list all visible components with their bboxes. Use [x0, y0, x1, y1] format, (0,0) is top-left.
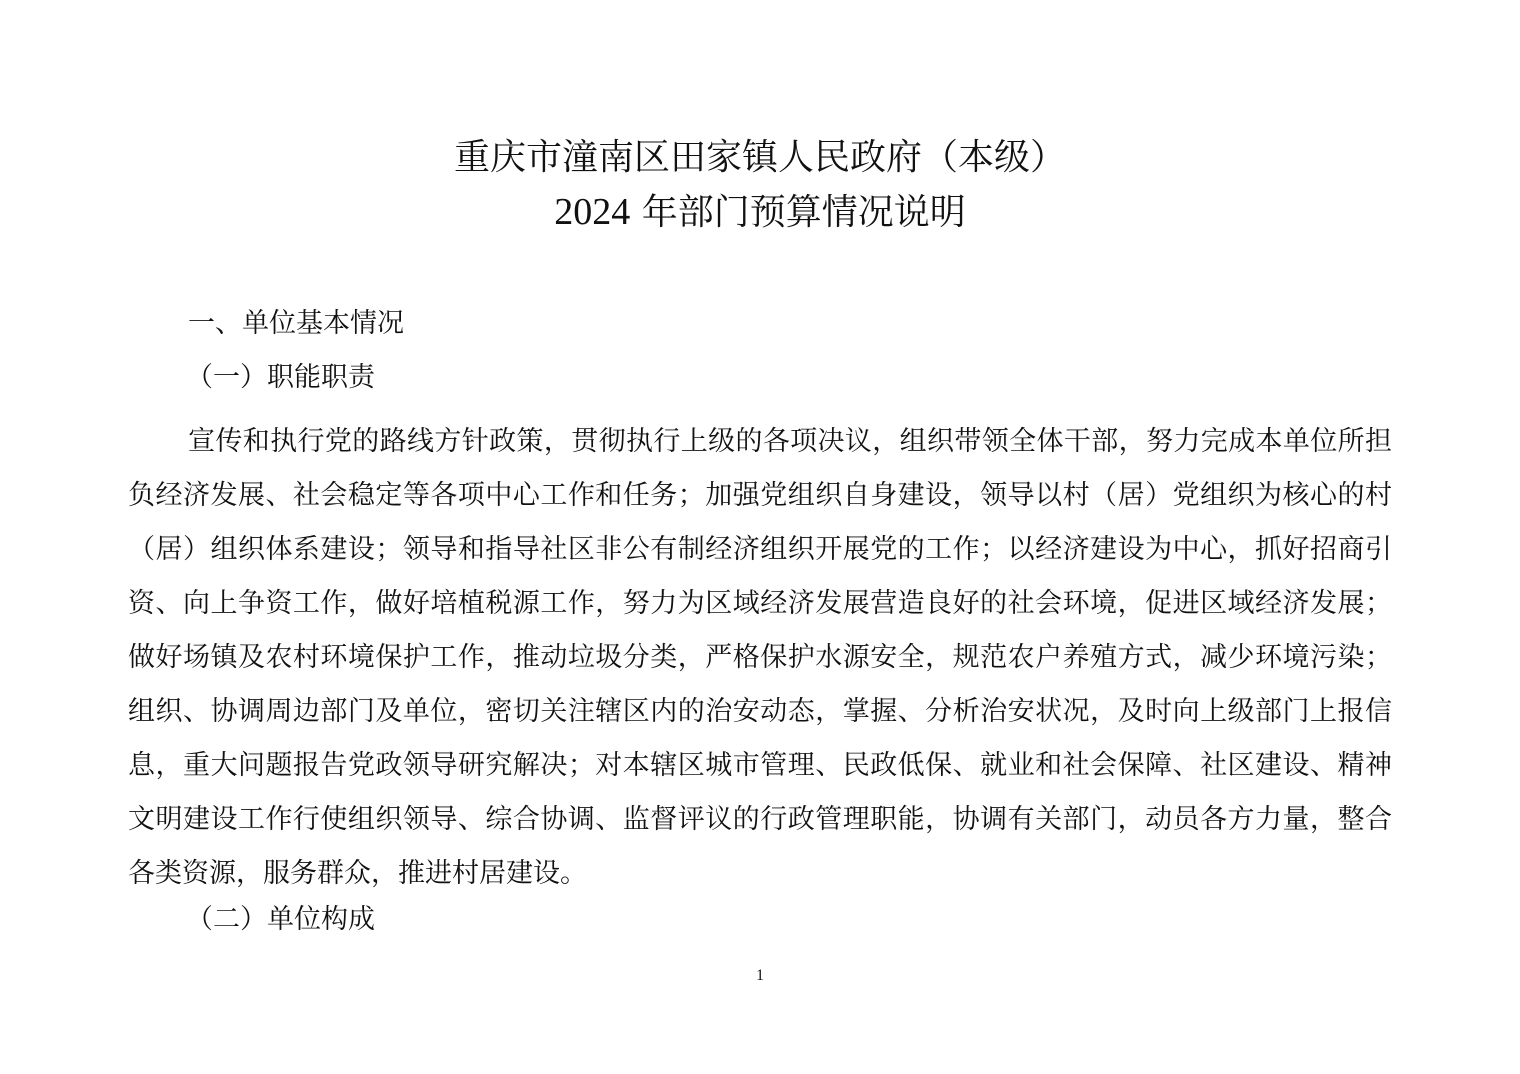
section-heading-basic-info: 一、单位基本情况: [188, 308, 404, 339]
subsection-heading-composition: （二）单位构成: [186, 904, 375, 935]
document-title-line-2: [0, 190, 1520, 235]
document-title-line-1: 重庆市潼南区田家镇人民政府（本级）: [453, 137, 1066, 178]
subsection-heading-duties: （一）职能职责: [186, 362, 375, 393]
page-number: 1: [756, 967, 764, 984]
duties-paragraph: 宣传和执行党的路线方针政策，贯彻执行上级的各项决议，组织带领全体干部，努力完成本单位所担负经济发展、社会稳定等各项中心工作和任务；加强党组织自身建设，领导以村（居）党组织为核心的村（居）组织体系建设；领导和指导社区非公有制经济组织开展党的工作；以经济建设为中心，抓好招商引资、向上争资工作，做好培植税源工作，努力为区域经济发展营造良好的社会环境，促进区域经济发展；做好场镇及农村环境保护工作，推动垃圾分类，严格保护水源安全，规范农户养殖方式，减少环境污染；组织、协调周边部门及单位，密切关注辖区内的治安动态，掌握、分析治安状况，及时向上级部门上报信息，重大问题报告党政领导研究解决；对本辖区城市管理、民政低保、就业和社会保障、社区建设、精神文明建设工作行使组织领导、综合协调、监督评议的行政管理职能，协调有关部门，动员各方力量，整合各类资源，服务群众，推进村居建设。: [128, 426, 1392, 889]
title-year: 2024: [554, 191, 631, 233]
title-suffix: 年部门预算情况说明: [630, 192, 966, 233]
